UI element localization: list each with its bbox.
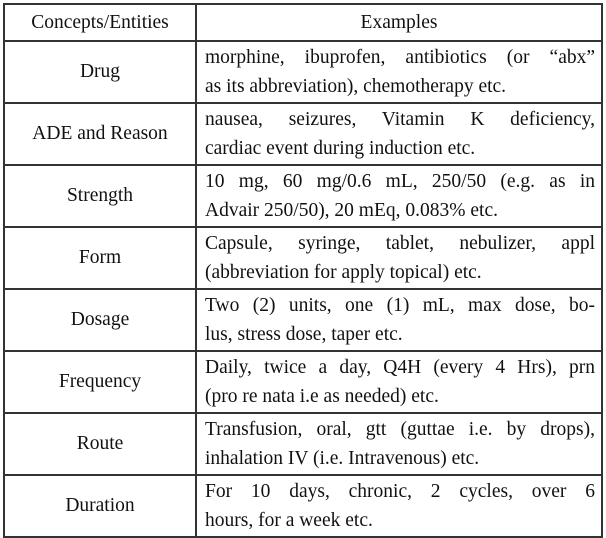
example-line: (pro re nata i.e as needed) etc. xyxy=(205,386,439,407)
examples-cell xyxy=(196,103,602,165)
table-row xyxy=(4,103,602,165)
example-line: Capsule, syringe, tablet, nebulizer, appl xyxy=(205,233,595,254)
table-row xyxy=(4,227,602,289)
concept-cell: ADE and Reason xyxy=(4,103,196,165)
example-line: nausea, seizures, Vitamin K deficiency, xyxy=(205,109,595,130)
example-line: Two (2) units, one (1) mL, max dose, bo- xyxy=(205,295,595,316)
example-line: 10 mg, 60 mg/0.6 mL, 250/50 (e.g. as in xyxy=(205,171,595,192)
example-line: Transfusion, oral, gtt (guttae i.e. by drops), xyxy=(205,419,595,440)
table-row xyxy=(4,475,602,537)
concepts-table xyxy=(3,3,603,538)
examples-cell xyxy=(196,227,602,289)
header-row xyxy=(4,4,602,41)
table-row xyxy=(4,351,602,413)
examples-cell xyxy=(196,351,602,413)
header-concepts: Concepts/Entities xyxy=(4,4,196,41)
example-line: Daily, twice a day, Q4H (every 4 Hrs), prn xyxy=(205,357,595,378)
example-line: morphine, ibuprofen, antibiotics (or “abx” xyxy=(205,47,595,68)
concept-cell: Form xyxy=(4,227,196,289)
concept-cell: Frequency xyxy=(4,351,196,413)
examples-cell xyxy=(196,165,602,227)
examples-cell xyxy=(196,289,602,351)
table-row xyxy=(4,413,602,475)
concept-cell: Drug xyxy=(4,41,196,103)
examples-cell xyxy=(196,413,602,475)
examples-cell xyxy=(196,41,602,103)
example-line: hours, for a week etc. xyxy=(205,510,373,531)
example-line: Advair 250/50), 20 mEq, 0.083% etc. xyxy=(205,200,498,221)
table-row xyxy=(4,289,602,351)
example-line: lus, stress dose, taper etc. xyxy=(205,324,403,345)
concept-cell: Dosage xyxy=(4,289,196,351)
concept-cell: Strength xyxy=(4,165,196,227)
concept-cell: Duration xyxy=(4,475,196,537)
example-line: inhalation IV (i.e. Intravenous) etc. xyxy=(205,448,480,469)
example-line: (abbreviation for apply topical) etc. xyxy=(205,262,482,283)
examples-cell xyxy=(196,475,602,537)
example-line: as its abbreviation), chemotherapy etc. xyxy=(205,76,507,97)
concept-cell: Route xyxy=(4,413,196,475)
example-line: For 10 days, chronic, 2 cycles, over 6 xyxy=(205,481,595,502)
table-row xyxy=(4,41,602,103)
example-line: cardiac event during induction etc. xyxy=(205,138,476,159)
table-row xyxy=(4,165,602,227)
header-examples: Examples xyxy=(196,4,602,41)
